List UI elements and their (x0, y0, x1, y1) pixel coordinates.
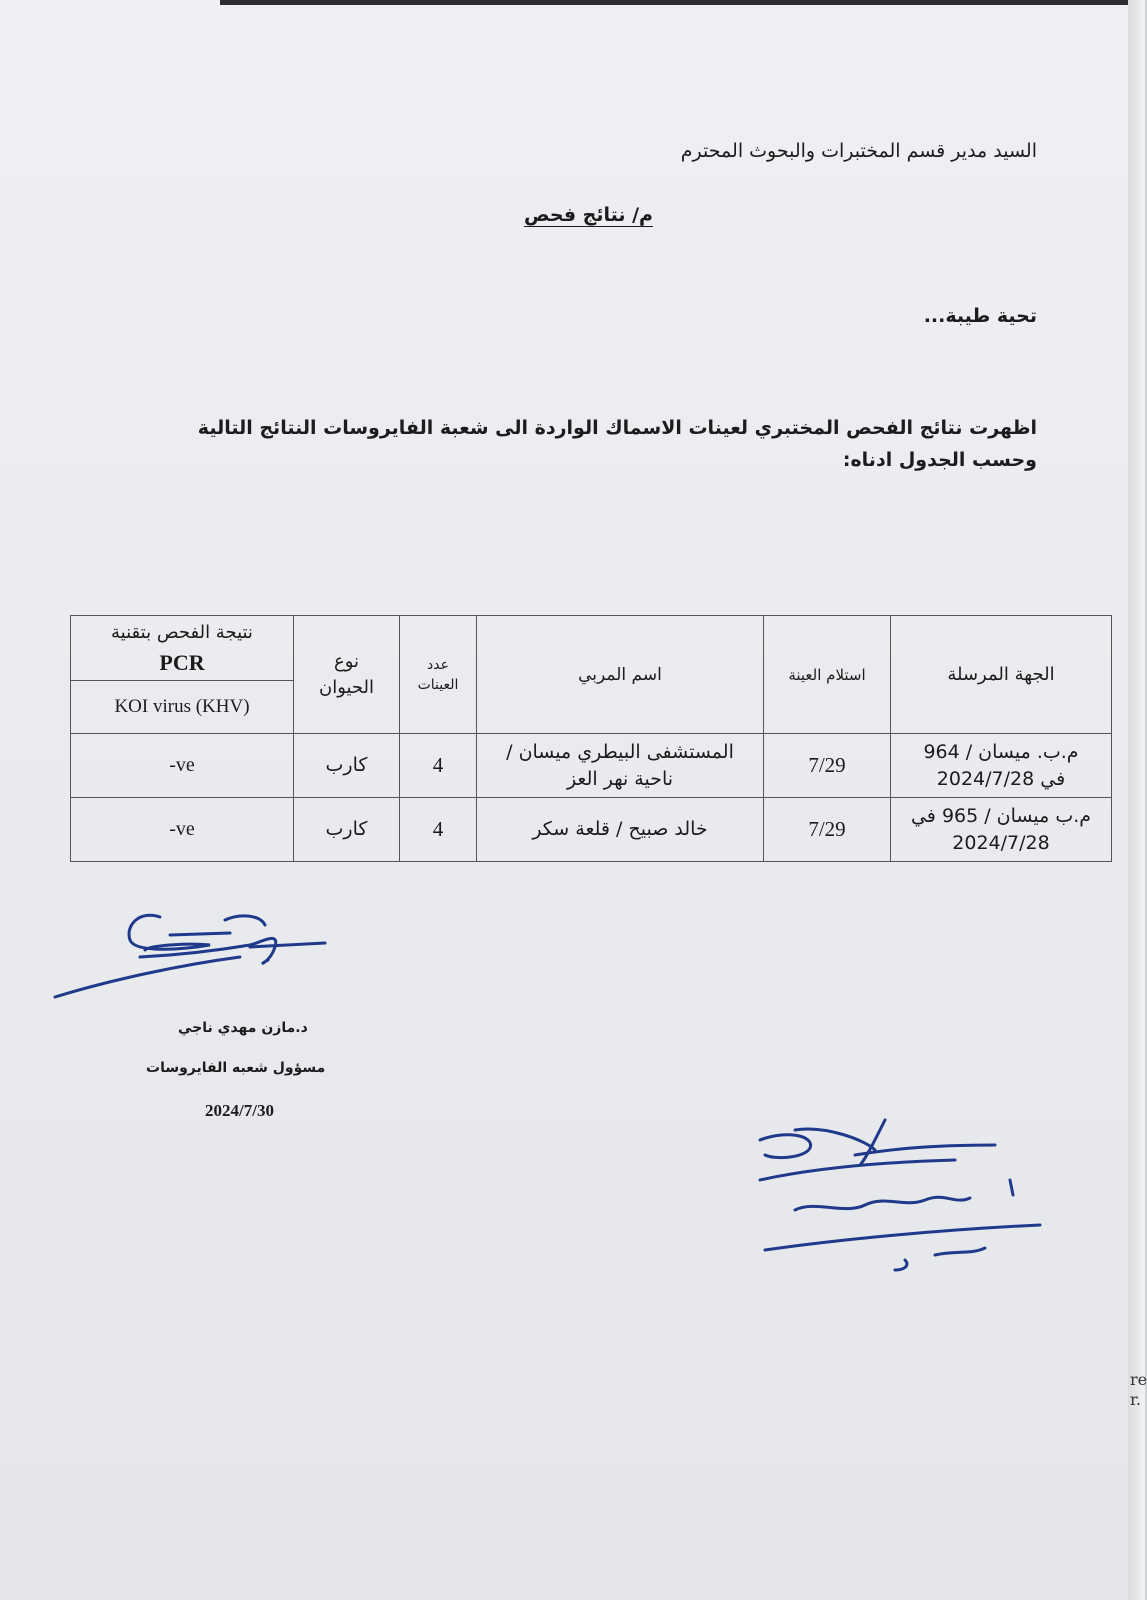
signature-right-icon (755, 1120, 1055, 1290)
header-animal (294, 616, 400, 734)
header-animal-line1: نوع (333, 650, 360, 672)
cell-breeder-line2: ناحية نهر العز (566, 767, 674, 790)
header-animal-line2: الحيوان (318, 676, 375, 698)
cell-breeder-line1: خالد صبيح / قلعة سكر (532, 818, 708, 840)
header-sample-count-line1: عدد (427, 656, 449, 673)
header-breeder: اسم المربي (477, 616, 764, 734)
cell-animal: كارب (294, 734, 400, 798)
header-sender: الجهة المرسلة (891, 616, 1112, 734)
table-row (71, 734, 1112, 798)
cell-sender-line2: في 2024/7/28 (936, 767, 1066, 790)
cell-count: 4 (400, 734, 477, 798)
table-row (71, 798, 1112, 862)
header-pcr (71, 616, 294, 681)
greeting-line: تحية طيبة... (923, 305, 1037, 327)
cell-sender-line1: م.ب ميسان / 965 في (910, 804, 1092, 827)
table-header-row (71, 616, 1112, 681)
cell-received: 7/29 (764, 798, 891, 862)
scan-top-edge (220, 0, 1140, 5)
scan-right-edge (1128, 0, 1145, 1600)
cell-breeder-line1: المستشفى البيطري ميسان / (506, 740, 734, 763)
results-table (70, 615, 1112, 862)
header-khv: KOI virus (KHV) (71, 681, 294, 734)
cell-breeder (477, 734, 764, 798)
header-sample-count-line2: العينات (417, 676, 459, 693)
header-pcr-line1: نتيجة الفحص بتقنية (111, 622, 253, 643)
header-received: استلام العينة (764, 616, 891, 734)
signatory-name: د.مازن مهدي ناجي (178, 1020, 308, 1036)
cell-sender-line2: 2024/7/28 (952, 831, 1050, 854)
cell-received: 7/29 (764, 734, 891, 798)
cell-sender (891, 734, 1112, 798)
cell-count: 4 (400, 798, 477, 862)
subject-line: م/ نتائج فحص (523, 204, 653, 226)
addressee-line: السيد مدير قسم المختبرات والبحوث المحترم (680, 140, 1037, 162)
header-pcr-line2: PCR (159, 650, 205, 675)
edge-text: re r. (1130, 1370, 1147, 1409)
signature-left-icon (50, 905, 350, 1015)
signature-date: 2024/7/30 (205, 1101, 274, 1120)
header-sample-count (400, 616, 477, 734)
body-paragraph: اظهرت نتائج الفحص المختبري لعينات الاسماك الواردة الى شعبة الفايروسات النتائج التالية وحسب الجدول ادناه: (197, 417, 1037, 471)
cell-sender-line1: م.ب. ميسان / 964 (923, 740, 1079, 763)
signatory-title: مسؤول شعبه الفايروسات (146, 1060, 326, 1076)
cell-animal: كارب (294, 798, 400, 862)
cell-sender (891, 798, 1112, 862)
cell-result: -ve (71, 734, 294, 798)
cell-result: -ve (71, 798, 294, 862)
cell-breeder (477, 798, 764, 862)
